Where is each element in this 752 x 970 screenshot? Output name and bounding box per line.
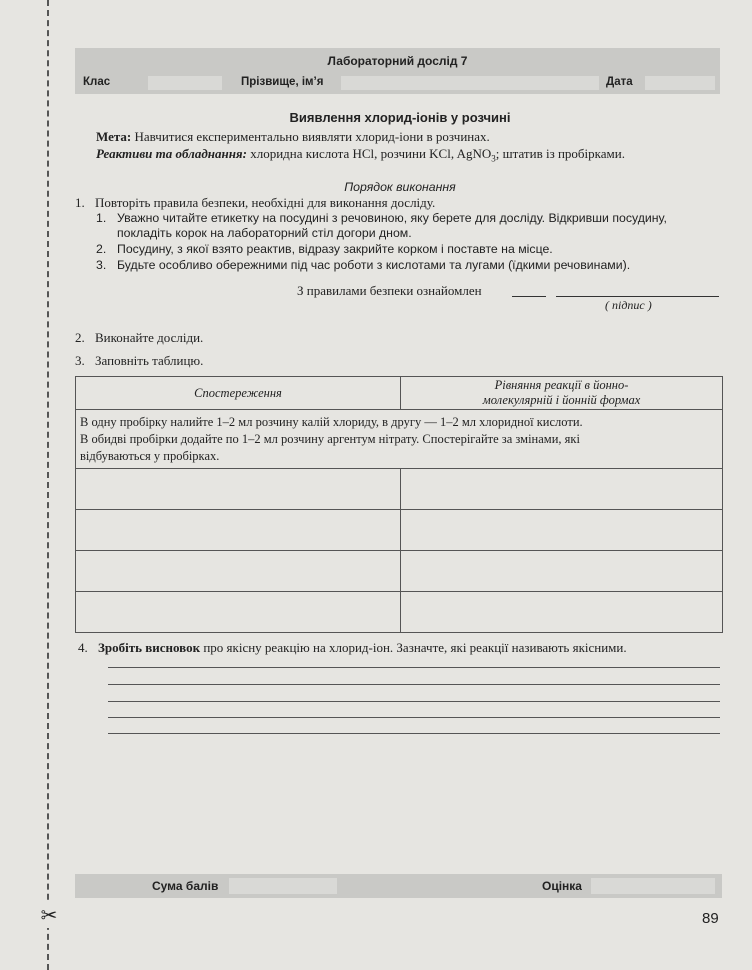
- scissors-icon: ✂: [38, 902, 60, 928]
- substep-1-line2: покладіть корок на лабораторний стіл догори дном.: [117, 226, 412, 240]
- conclusion: [78, 640, 627, 656]
- conclusion-bold: Зробіть висновок: [98, 640, 201, 655]
- instruction-line1: В одну пробірку налийте 1–2 мл розчину калій хлориду, в другу — 1–2 мл хлоридної кислоти.: [80, 414, 583, 429]
- section-title: Виявлення хлорид-іонів у розчині: [289, 110, 511, 125]
- step-1-num: 1.: [75, 195, 85, 210]
- conclusion-text: про якісну реакцію на хлорид-іон. Зазначте, які реакції називають якісними.: [200, 640, 627, 655]
- conclusion-text-wrap: [98, 640, 627, 656]
- reagents-text-after: ; штатив із пробірками.: [495, 146, 625, 161]
- class-label: Клас: [83, 76, 111, 88]
- class-field[interactable]: [148, 76, 222, 90]
- equation-cell[interactable]: [401, 510, 723, 551]
- table-row: [76, 469, 723, 510]
- column-header-equations-line2: молекулярній і йонній формах: [482, 393, 641, 407]
- page-number: 89: [702, 910, 719, 927]
- observation-cell[interactable]: [76, 592, 401, 633]
- name-label: Прізвище, ім’я: [241, 76, 324, 88]
- date-field[interactable]: [645, 76, 715, 90]
- column-header-observations: Спостереження: [76, 377, 401, 410]
- substep-2: [96, 242, 553, 256]
- table-row: [76, 510, 723, 551]
- substep-1: [96, 211, 667, 225]
- observation-cell[interactable]: [76, 469, 401, 510]
- observation-cell[interactable]: [76, 510, 401, 551]
- substep-1-num: 1.: [96, 211, 107, 225]
- table-row: [76, 592, 723, 633]
- table-row: [76, 551, 723, 592]
- substep-3-num: 3.: [96, 258, 107, 272]
- sum-field[interactable]: [229, 878, 337, 894]
- answer-line[interactable]: [108, 717, 720, 718]
- equation-cell[interactable]: [401, 592, 723, 633]
- equation-cell[interactable]: [401, 551, 723, 592]
- reagents-line: [96, 146, 625, 164]
- cut-line: [47, 0, 49, 970]
- header-fields: [75, 76, 720, 94]
- step-3: [75, 353, 204, 369]
- equation-cell[interactable]: [401, 469, 723, 510]
- date-label: Дата: [606, 76, 633, 88]
- header-band: [75, 48, 720, 94]
- conclusion-num: 4.: [78, 640, 88, 655]
- reagents-subscript: 3: [491, 153, 496, 164]
- acknowledge-text: З правилами безпеки ознайомлен: [297, 283, 482, 298]
- step-2-text: Виконайте досліди.: [95, 330, 204, 345]
- lab-title: Лабораторний дослід 7: [327, 54, 468, 68]
- substep-3: [96, 258, 631, 272]
- goal-text: Навчитися експериментально виявляти хлорид-іони в розчинах.: [131, 129, 490, 144]
- signature-label: ( підпис ): [605, 298, 652, 312]
- goal-label: Мета:: [96, 129, 132, 144]
- instruction-line3: відбуваються у пробірках.: [80, 448, 220, 463]
- step-3-text: Заповніть таблицю.: [95, 353, 204, 368]
- substep-2-num: 2.: [96, 242, 107, 256]
- observation-table: [75, 376, 723, 633]
- signature-line[interactable]: [556, 296, 719, 297]
- name-field[interactable]: [341, 76, 599, 90]
- footer-band: [75, 874, 722, 898]
- step-1: [75, 195, 436, 211]
- grade-field[interactable]: [591, 878, 715, 894]
- substep-3-text: Будьте особливо обережними під час роботи з кислотами та лугами (їдкими речовинами).: [117, 258, 631, 272]
- answer-line[interactable]: [108, 733, 720, 734]
- procedure-title: Порядок виконання: [344, 180, 456, 194]
- step-2: [75, 330, 204, 346]
- substep-1-line1: Уважно читайте етикетку на посудині з речовиною, яку берете для досліду. Відкривши посудину,: [117, 211, 667, 225]
- answer-line[interactable]: [108, 701, 720, 702]
- table-instruction: [76, 410, 723, 469]
- acknowledge-suffix-line[interactable]: [512, 296, 546, 297]
- substep-2-text: Посудину, з якої взято реактив, відразу закрийте корком і поставте на місце.: [117, 242, 553, 256]
- observation-cell[interactable]: [76, 551, 401, 592]
- instruction-line2: В обидві пробірки додайте по 1–2 мл розчину аргентум нітрату. Спостерігайте за змінами, які: [80, 431, 580, 446]
- answer-line[interactable]: [108, 684, 720, 685]
- step-1-text: Повторіть правила безпеки, необхідні для виконання досліду.: [95, 195, 436, 210]
- goal-line: [96, 129, 490, 145]
- column-header-equations: [401, 377, 723, 410]
- column-header-equations-line1: Рівняння реакції в йонно-: [494, 378, 629, 392]
- reagents-label: Реактиви та обладнання:: [96, 146, 247, 161]
- step-3-num: 3.: [75, 353, 85, 368]
- answer-line[interactable]: [108, 667, 720, 668]
- reagents-text: хлоридна кислота HCl, розчини KCl, AgNO: [246, 146, 492, 161]
- sum-label: Сума балів: [152, 879, 219, 893]
- step-2-num: 2.: [75, 330, 85, 345]
- grade-label: Оцінка: [542, 879, 582, 893]
